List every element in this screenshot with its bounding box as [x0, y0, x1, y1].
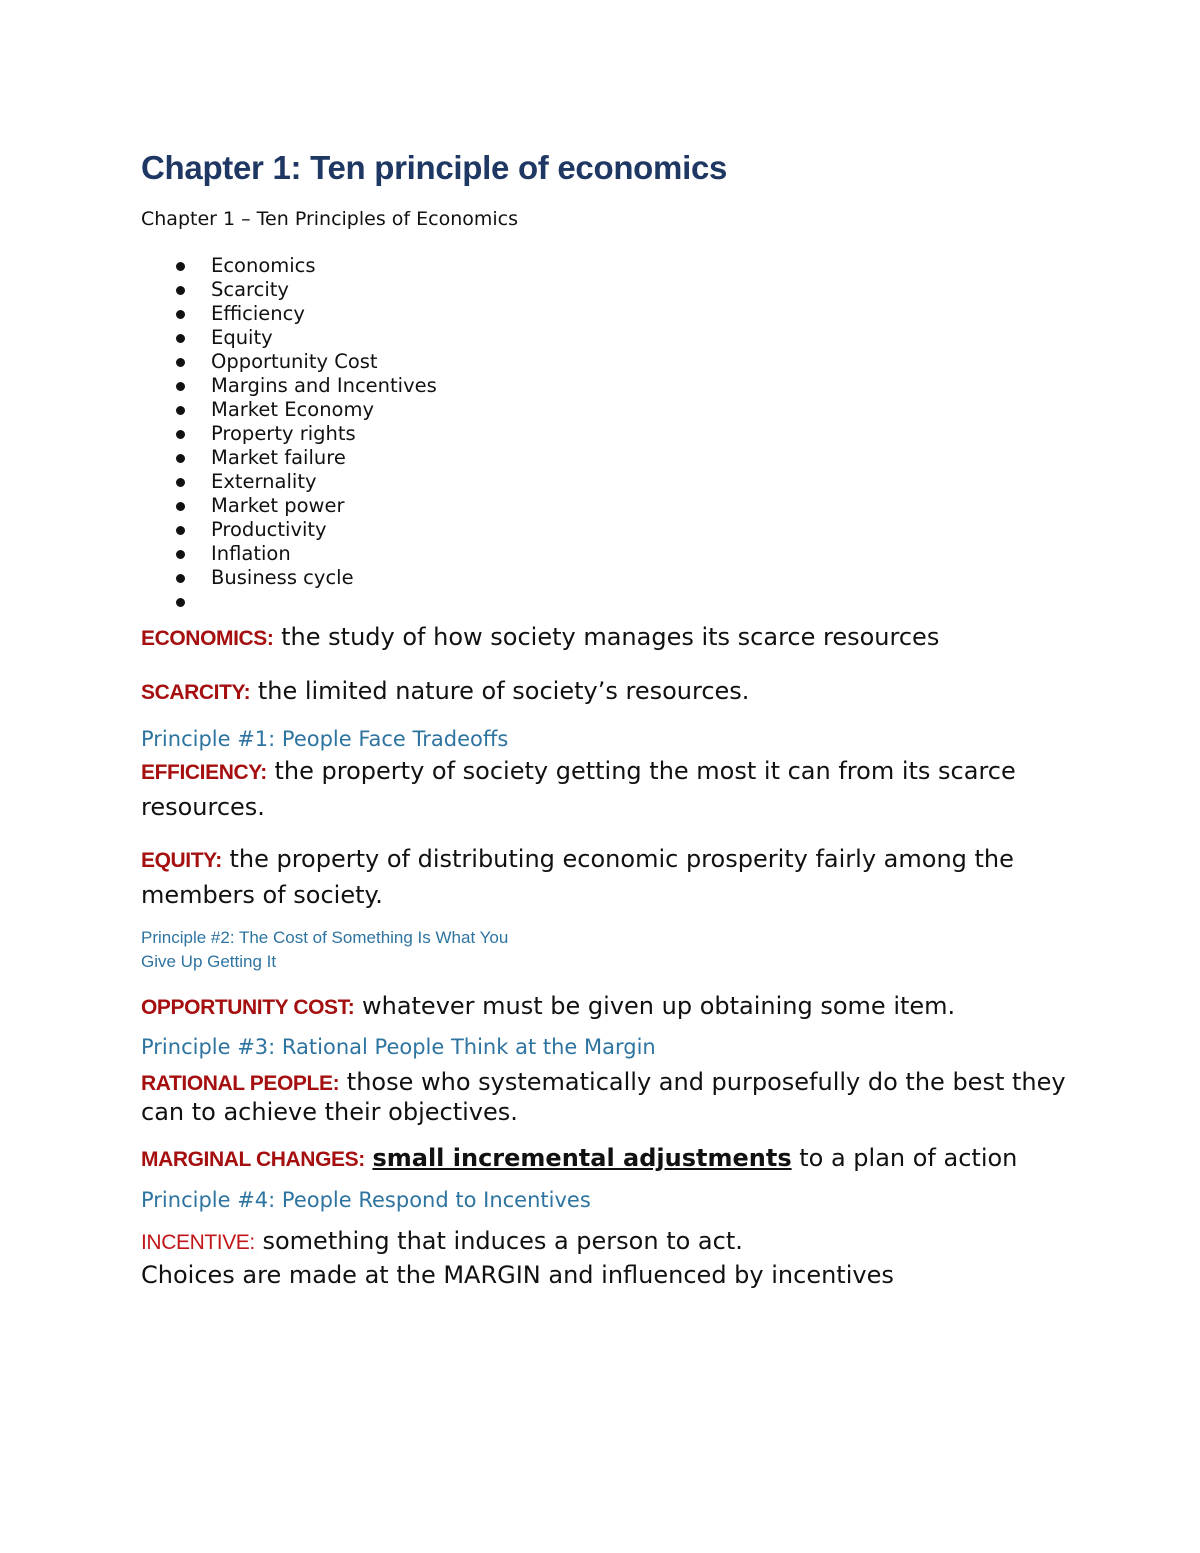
bullet-icon	[176, 430, 185, 439]
bullet-icon	[176, 502, 185, 511]
list-item: Market failure	[141, 446, 1081, 470]
list-item: Market power	[141, 494, 1081, 518]
definition-text: the limited nature of society’s resources.	[250, 677, 750, 705]
chapter-title: Chapter 1: Ten principle of economics	[141, 149, 728, 186]
list-item: Efficiency	[141, 302, 1081, 326]
bullet-icon	[176, 286, 185, 295]
term-label: EFFICIENCY:	[141, 761, 267, 784]
bullet-icon	[176, 550, 185, 559]
bullet-icon	[176, 526, 185, 535]
principle-4-heading: Principle #4: People Respond to Incentives	[141, 1188, 591, 1212]
definition-text: something that induces a person to act.	[254, 1227, 743, 1255]
definition-text: to a plan of action	[791, 1144, 1018, 1172]
underlined-phrase: small incremental adjustments	[372, 1144, 792, 1172]
definition-text: the property of distributing economic prosperity fairly among the members of society.	[141, 845, 1014, 909]
document-page	[141, 140, 1081, 1291]
bullet-icon	[176, 334, 185, 343]
definition-text: those who systematically and purposefully do the best they can to achieve their objectives.	[141, 1068, 1066, 1126]
principle-1-heading: Principle #1: People Face Tradeoffs	[141, 727, 509, 751]
term-label: SCARCITY:	[141, 681, 251, 704]
principle-2-heading: Principle #2: The Cost of Something Is What You Give Up Getting It	[141, 928, 509, 971]
definition-text: whatever must be given up obtaining some item.	[354, 992, 956, 1020]
list-item	[141, 590, 1081, 614]
definition-incentive	[141, 1225, 1081, 1259]
definition-economics	[141, 620, 1081, 656]
list-item: Economics	[141, 254, 1081, 278]
list-item: Equity	[141, 326, 1081, 350]
bullet-icon	[176, 358, 185, 367]
term-label: OPPORTUNITY COST:	[141, 996, 355, 1019]
bullet-icon	[176, 574, 185, 583]
bullet-icon	[176, 478, 185, 487]
list-item: Business cycle	[141, 566, 1081, 590]
closing-statement: Choices are made at the MARGIN and influenced by incentives	[141, 1261, 894, 1289]
bullet-icon	[176, 382, 185, 391]
term-label: INCENTIVE:	[141, 1231, 255, 1254]
bullet-icon	[176, 310, 185, 319]
definition-marginal-changes	[141, 1141, 1081, 1177]
list-item: Inflation	[141, 542, 1081, 566]
term-label: ECONOMICS:	[141, 627, 274, 650]
bullet-icon	[176, 406, 185, 415]
chapter-subtitle: Chapter 1 – Ten Principles of Economics	[141, 208, 518, 230]
definition-text: the study of how society manages its scarce resources	[273, 623, 940, 651]
list-item: Opportunity Cost	[141, 350, 1081, 374]
bullet-icon	[176, 598, 185, 607]
list-item: Scarcity	[141, 278, 1081, 302]
definition-rational-people	[141, 1068, 1081, 1127]
bullet-icon	[176, 454, 185, 463]
list-item: Productivity	[141, 518, 1081, 542]
list-item: Market Economy	[141, 398, 1081, 422]
definition-text: the property of society getting the most it can from its scarce resources.	[141, 757, 1016, 821]
term-label: RATIONAL PEOPLE:	[141, 1072, 340, 1095]
principle-3-heading: Principle #3: Rational People Think at the Margin	[141, 1035, 656, 1059]
list-item: Margins and Incentives	[141, 374, 1081, 398]
definition-equity	[141, 842, 1081, 912]
list-item: Externality	[141, 470, 1081, 494]
term-label: MARGINAL CHANGES:	[141, 1148, 365, 1171]
bullet-icon	[176, 262, 185, 271]
topic-list	[141, 254, 1081, 614]
definition-efficiency	[141, 754, 1081, 824]
definition-opportunity-cost	[141, 988, 1081, 1026]
list-item: Property rights	[141, 422, 1081, 446]
term-label: EQUITY:	[141, 849, 222, 872]
definition-scarcity	[141, 674, 1081, 710]
